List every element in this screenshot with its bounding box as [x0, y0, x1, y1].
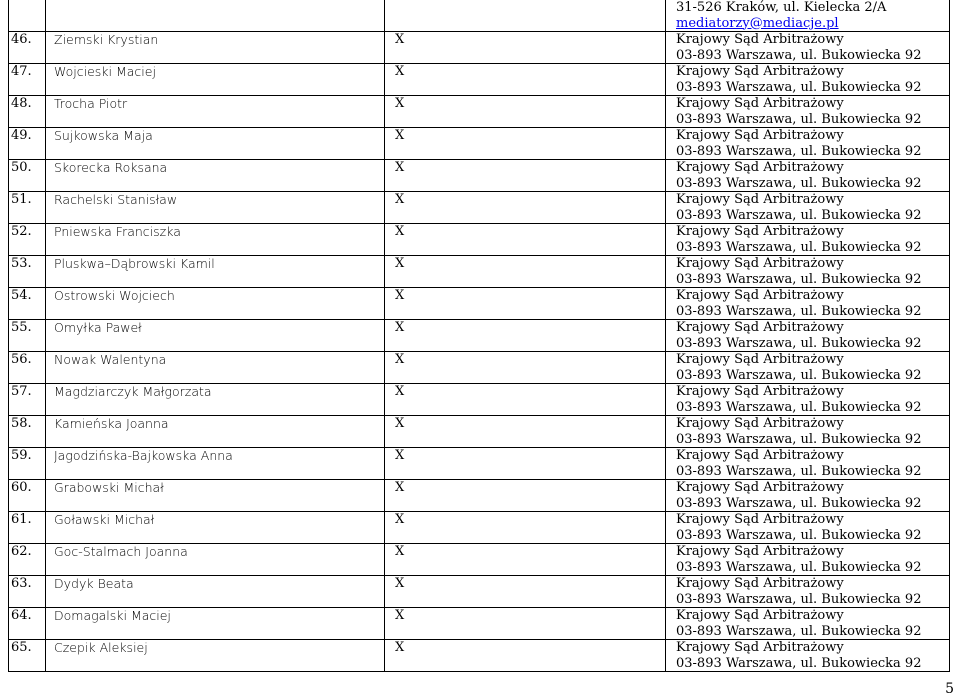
court-name: Krajowy Sąd Arbitrażowy: [676, 288, 844, 303]
court-address: [666, 224, 950, 256]
mediator-name: Domagalski Maciej: [46, 608, 385, 640]
mark-cell: X: [385, 544, 666, 576]
court-street: 03-893 Warszawa, ul. Bukowiecka 92: [676, 207, 922, 223]
mark-cell: X: [385, 160, 666, 192]
court-name: Krajowy Sąd Arbitrażowy: [676, 96, 844, 111]
table-row: [9, 320, 950, 352]
row-number: 63.: [9, 576, 46, 608]
mediator-name: Omyłka Paweł: [46, 320, 385, 352]
court-name: Krajowy Sąd Arbitrażowy: [676, 128, 844, 143]
mediator-name: Dydyk Beata: [46, 576, 385, 608]
court-name: Krajowy Sąd Arbitrażowy: [676, 64, 844, 79]
mediator-name: Skorecka Roksana: [46, 160, 385, 192]
mediator-name: Rachelski Stanisław: [46, 192, 385, 224]
court-name: Krajowy Sąd Arbitrażowy: [676, 192, 844, 207]
table-row: [9, 544, 950, 576]
mediator-name: Magdziarczyk Małgorzata: [46, 384, 385, 416]
mediator-name: Sujkowska Maja: [46, 128, 385, 160]
table-row: [9, 352, 950, 384]
table-row: [9, 480, 950, 512]
cell-mark: [385, 0, 666, 32]
table-row: [9, 128, 950, 160]
mark-cell: X: [385, 96, 666, 128]
mediator-name: Wojcieski Maciej: [46, 64, 385, 96]
table-row: [9, 448, 950, 480]
table-row: [9, 64, 950, 96]
court-address: [666, 32, 950, 64]
table-row: [9, 224, 950, 256]
mark-cell: X: [385, 384, 666, 416]
row-number: 47.: [9, 64, 46, 96]
court-name: Krajowy Sąd Arbitrażowy: [676, 256, 844, 271]
mediator-name: Nowak Walentyna: [46, 352, 385, 384]
court-name: Krajowy Sąd Arbitrażowy: [676, 416, 844, 431]
mark-cell: X: [385, 448, 666, 480]
court-name: Krajowy Sąd Arbitrażowy: [676, 448, 844, 463]
court-street: 03-893 Warszawa, ul. Bukowiecka 92: [676, 303, 922, 319]
court-address: [666, 64, 950, 96]
email-link[interactable]: mediatorzy@mediacje.pl: [676, 15, 839, 31]
mark-cell: X: [385, 352, 666, 384]
row-number: 65.: [9, 640, 46, 672]
court-street: 03-893 Warszawa, ul. Bukowiecka 92: [676, 527, 922, 543]
court-address: [666, 256, 950, 288]
court-address: [666, 512, 950, 544]
court-street: 03-893 Warszawa, ul. Bukowiecka 92: [676, 175, 922, 191]
row-number: 62.: [9, 544, 46, 576]
row-number: 51.: [9, 192, 46, 224]
table-row: [9, 96, 950, 128]
row-number: 57.: [9, 384, 46, 416]
court-street: 03-893 Warszawa, ul. Bukowiecka 92: [676, 47, 922, 63]
court-address: [666, 96, 950, 128]
court-street: 03-893 Warszawa, ul. Bukowiecka 92: [676, 463, 922, 479]
court-street: 03-893 Warszawa, ul. Bukowiecka 92: [676, 431, 922, 447]
court-address: [666, 384, 950, 416]
row-number: 59.: [9, 448, 46, 480]
court-name: Krajowy Sąd Arbitrażowy: [676, 576, 844, 591]
court-name: Krajowy Sąd Arbitrażowy: [676, 544, 844, 559]
cell-name: [46, 0, 385, 32]
page-number: 5: [945, 681, 954, 697]
mark-cell: X: [385, 608, 666, 640]
cell-address: [666, 0, 950, 32]
court-street: 03-893 Warszawa, ul. Bukowiecka 92: [676, 367, 922, 383]
table-row: [9, 192, 950, 224]
court-street: 03-893 Warszawa, ul. Bukowiecka 92: [676, 495, 922, 511]
row-number: 64.: [9, 608, 46, 640]
mediator-name: Goc-Stalmach Joanna: [46, 544, 385, 576]
court-name: Krajowy Sąd Arbitrażowy: [676, 608, 844, 623]
court-street: 03-893 Warszawa, ul. Bukowiecka 92: [676, 111, 922, 127]
mark-cell: X: [385, 64, 666, 96]
table-row: [9, 416, 950, 448]
row-number: 49.: [9, 128, 46, 160]
row-number: 61.: [9, 512, 46, 544]
row-number: 54.: [9, 288, 46, 320]
court-name: Krajowy Sąd Arbitrażowy: [676, 512, 844, 527]
court-address: [666, 192, 950, 224]
court-name: Krajowy Sąd Arbitrażowy: [676, 160, 844, 175]
court-street: 03-893 Warszawa, ul. Bukowiecka 92: [676, 655, 922, 671]
court-address: [666, 288, 950, 320]
court-name: Krajowy Sąd Arbitrażowy: [676, 224, 844, 239]
mark-cell: X: [385, 416, 666, 448]
mark-cell: X: [385, 320, 666, 352]
court-address: [666, 640, 950, 672]
court-name: Krajowy Sąd Arbitrażowy: [676, 32, 844, 47]
mediator-name: Ziemski Krystian: [46, 32, 385, 64]
mediator-name: Trocha Piotr: [46, 96, 385, 128]
row-number: 55.: [9, 320, 46, 352]
court-street: 03-893 Warszawa, ul. Bukowiecka 92: [676, 591, 922, 607]
row-number: 52.: [9, 224, 46, 256]
row-number: 48.: [9, 96, 46, 128]
row-number: 50.: [9, 160, 46, 192]
court-name: Krajowy Sąd Arbitrażowy: [676, 640, 844, 655]
row-number: 58.: [9, 416, 46, 448]
mediator-name: Jagodzińska-Bajkowska Anna: [46, 448, 385, 480]
mediator-name: Grabowski Michał: [46, 480, 385, 512]
court-address: [666, 544, 950, 576]
court-name: Krajowy Sąd Arbitrażowy: [676, 384, 844, 399]
table-row: [9, 512, 950, 544]
court-street: 03-893 Warszawa, ul. Bukowiecka 92: [676, 79, 922, 95]
table-row: [9, 256, 950, 288]
mark-cell: X: [385, 256, 666, 288]
mediator-name: Kamieńska Joanna: [46, 416, 385, 448]
court-street: 03-893 Warszawa, ul. Bukowiecka 92: [676, 335, 922, 351]
row-number: 53.: [9, 256, 46, 288]
table-row: [9, 288, 950, 320]
court-address: [666, 576, 950, 608]
court-address: [666, 320, 950, 352]
table-row: [9, 608, 950, 640]
court-name: Krajowy Sąd Arbitrażowy: [676, 352, 844, 367]
table-row: [9, 384, 950, 416]
court-street: 03-893 Warszawa, ul. Bukowiecka 92: [676, 143, 922, 159]
cell-no: [9, 0, 46, 32]
court-street: 03-893 Warszawa, ul. Bukowiecka 92: [676, 623, 922, 639]
table-row: [9, 32, 950, 64]
table-row: [9, 160, 950, 192]
mark-cell: X: [385, 512, 666, 544]
court-street: 03-893 Warszawa, ul. Bukowiecka 92: [676, 271, 922, 287]
mark-cell: X: [385, 224, 666, 256]
mediator-name: Pniewska Franciszka: [46, 224, 385, 256]
court-address: [666, 352, 950, 384]
mark-cell: X: [385, 640, 666, 672]
mediator-name: Czepik Aleksiej: [46, 640, 385, 672]
court-address: [666, 448, 950, 480]
mediator-name: Pluskwa–Dąbrowski Kamil: [46, 256, 385, 288]
mediator-name: Ostrowski Wojciech: [46, 288, 385, 320]
table-row: [9, 640, 950, 672]
court-name: Krajowy Sąd Arbitrażowy: [676, 480, 844, 495]
court-street: 03-893 Warszawa, ul. Bukowiecka 92: [676, 559, 922, 575]
mediator-name: Goławski Michał: [46, 512, 385, 544]
address-line-1: 31-526 Kraków, ul. Kielecka 2/A: [676, 0, 887, 15]
court-address: [666, 160, 950, 192]
court-address: [666, 480, 950, 512]
row-number: 46.: [9, 32, 46, 64]
mediator-table: [8, 0, 950, 672]
table-row-continuation: [9, 0, 950, 32]
mark-cell: X: [385, 192, 666, 224]
court-street: 03-893 Warszawa, ul. Bukowiecka 92: [676, 399, 922, 415]
court-address: [666, 128, 950, 160]
row-number: 56.: [9, 352, 46, 384]
mark-cell: X: [385, 480, 666, 512]
table-row: [9, 576, 950, 608]
mark-cell: X: [385, 32, 666, 64]
court-street: 03-893 Warszawa, ul. Bukowiecka 92: [676, 239, 922, 255]
court-name: Krajowy Sąd Arbitrażowy: [676, 320, 844, 335]
row-number: 60.: [9, 480, 46, 512]
mark-cell: X: [385, 288, 666, 320]
mark-cell: X: [385, 128, 666, 160]
court-address: [666, 416, 950, 448]
mark-cell: X: [385, 576, 666, 608]
court-address: [666, 608, 950, 640]
